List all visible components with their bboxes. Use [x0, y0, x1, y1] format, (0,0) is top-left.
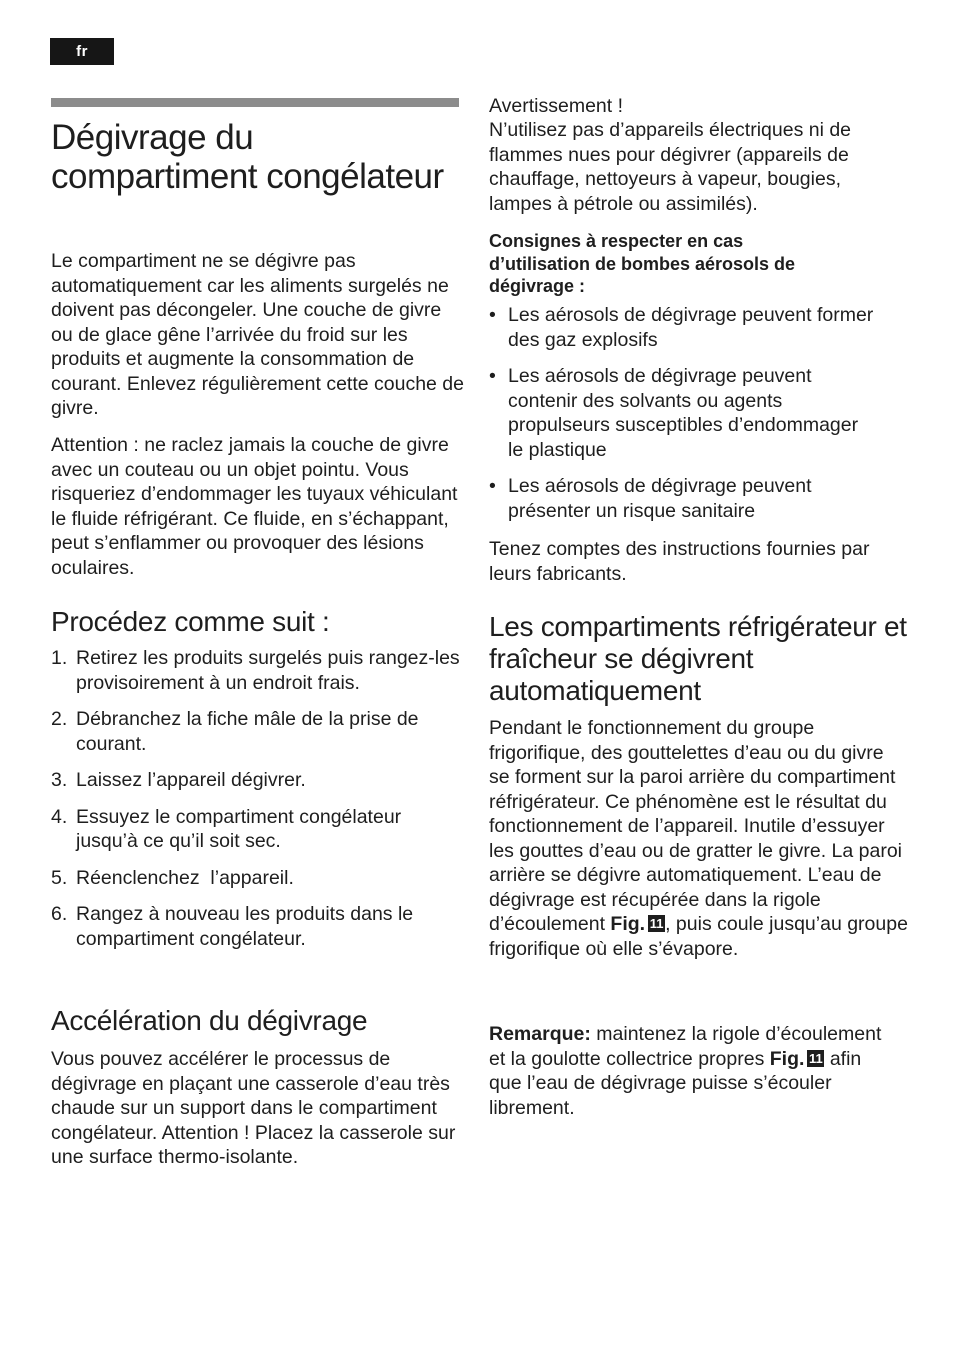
step-item: [51, 902, 465, 951]
procedure-steps: [51, 646, 465, 951]
remark-label: Remarque:: [489, 1023, 591, 1045]
manufacturer-note: Tenez comptes des instructions fournies par leurs fabricants.: [489, 538, 870, 585]
figure-reference: Fig.: [610, 913, 646, 935]
auto-text-part2: , puis coule jusqu’au groupe frigorifique où elle s’évapore.: [489, 913, 908, 960]
page-title: Dégivrage du compartiment congélateur: [51, 118, 444, 196]
procedure-heading: Procédez comme suit :: [51, 606, 330, 637]
step-item: [51, 768, 465, 793]
warning-title: Avertissement !: [489, 95, 624, 117]
bullet-icon: •: [489, 304, 496, 326]
remark-paragraph: [489, 1022, 889, 1120]
aerosol-list: [489, 303, 899, 523]
step-text: Laissez l’appareil dégivrer.: [76, 769, 306, 791]
remark-text-part1: maintenez la rigole d’écoulement et la goulotte collectrice propres: [489, 1023, 882, 1070]
step-item: [51, 805, 465, 854]
aerosol-heading: Consignes à respecter en cas d’utilisation de bombes aérosols de dégivrage :: [489, 231, 796, 296]
list-item: [489, 303, 899, 352]
list-item: [489, 364, 899, 462]
step-text: Essuyez le compartiment congélateur jusqu’à ce qu’il soit sec.: [76, 805, 402, 852]
step-number: 2.: [51, 708, 68, 730]
step-text: Rangez à nouveau les produits dans le compartiment congélateur.: [76, 903, 414, 950]
attention-paragraph: Attention : ne raclez jamais la couche de givre avec un couteau ou un objet pointu. Vous risqueriez d’endommager les tuyaux véhiculant le fluide réfrigérant. Ce fluide, en s’échappant, peut s’enflammer ou provoquer des lésions oculaires.: [51, 434, 458, 579]
warning-paragraph: N’utilisez pas d’appareils électriques ni de flammes nues pour dégivrer (appareils de chauffage, nettoyeurs à vapeur, bougies, lampes à pétrole ou assimilés).: [489, 119, 852, 215]
acceleration-heading: Accélération du dégivrage: [51, 1005, 368, 1036]
step-item: [51, 866, 465, 891]
figure-number-badge: 11: [649, 916, 664, 931]
bullet-icon: •: [489, 365, 496, 387]
intro-paragraph: Le compartiment ne se dégivre pas automatiquement car les aliments surgelés ne doivent pas décongeler. Une couche de givre ou de glace gêne l’arrivée du froid sur les produits et augmente la consommation de courant. Enlevez régulièrement cette couche de givre.: [51, 250, 464, 419]
step-number: 5.: [51, 866, 68, 889]
step-text: Débranchez la fiche mâle de la prise de courant.: [76, 708, 419, 755]
list-item-text: Les aérosols de dégivrage peuvent présenter un risque sanitaire: [508, 475, 812, 522]
language-tab: fr: [50, 38, 114, 65]
step-text: Réenclenchez l’appareil.: [76, 866, 294, 889]
list-item: [489, 474, 899, 523]
step-item: [51, 646, 465, 695]
auto-text-part1: Pendant le fonctionnement du groupe frigorifique, des gouttelettes d’eau ou du givre se forment sur la paroi arrière du compartiment réfrigérateur. Ce phénomène est le résultat du fonctionnement de l’appareil. Inutile d’essuyer les gouttes d’eau ou de gratter le givre. La paroi arrière se dégivre automatiquement. L’eau de dégivrage est récupérée dans la rigole d’écoulement: [489, 717, 903, 935]
bullet-icon: •: [489, 475, 496, 497]
step-number: 3.: [51, 769, 68, 791]
auto-defrost-heading: Les compartiments réfrigérateur et fraîcheur se dégivrent automatiquement: [489, 611, 907, 706]
list-item-text: Les aérosols de dégivrage peuvent former des gaz explosifs: [508, 304, 874, 351]
list-item-text: Les aérosols de dégivrage peuvent contenir des solvants ou agents propulseurs susceptibles d’endommager le plastique: [508, 365, 859, 461]
figure-number-badge: 11: [809, 1050, 823, 1066]
section-rule: [51, 98, 459, 107]
acceleration-paragraph: Vous pouvez accélérer le processus de dégivrage en plaçant une casserole d’eau très chaude sur un support dans le compartiment congélateur. Attention ! Placez la casserole sur une surface thermo-isolante.: [51, 1048, 456, 1168]
step-number: 4.: [51, 805, 68, 828]
step-number: 1.: [51, 647, 68, 669]
auto-defrost-paragraph: [489, 716, 909, 961]
step-number: 6.: [51, 903, 68, 925]
figure-reference: Fig.: [769, 1047, 805, 1070]
step-item: [51, 707, 465, 756]
remark-text-part2: afin que l’eau de dégivrage puisse s’écouler librement.: [489, 1047, 862, 1119]
step-text: Retirez les produits surgelés puis rangez-les provisoirement à un endroit frais.: [76, 647, 460, 694]
